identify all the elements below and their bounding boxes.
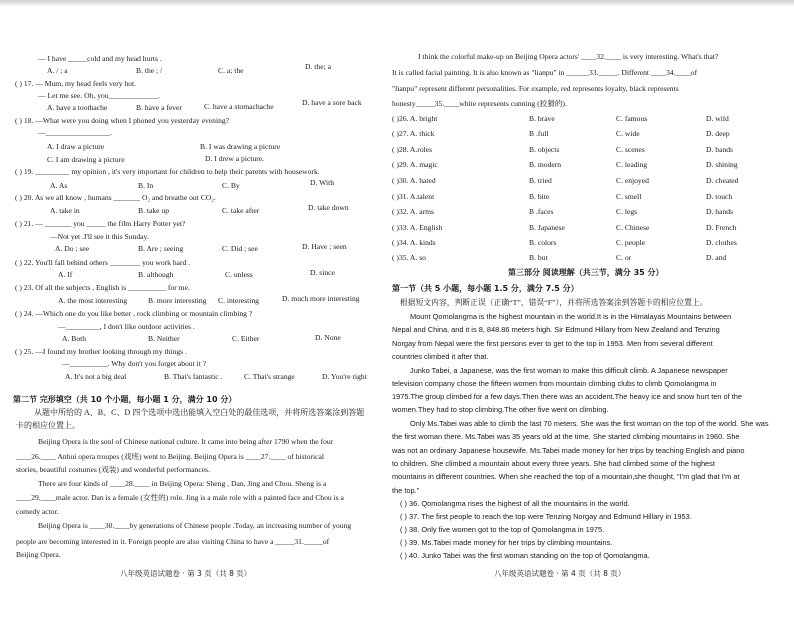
page-footer-3: 八年级英语试题卷 · 第 3 页（共 8 页） [120,569,252,578]
cloze-passage-line: "lianpu" represent different personalities. For example, red represents loyalty, black represents [392,84,679,93]
cloze-item-27-b: B .full [529,129,549,138]
q25-option-b: B. That's fantastic . [164,372,223,381]
q19-option-d: D. With [310,178,335,187]
cloze-item-34-b: B. colors [529,238,557,247]
cloze-item-30-d: D. cheated [706,176,739,185]
q20-option-c: C. take after [222,206,260,215]
q20-option-a: A. take in [50,206,80,215]
q18-option-c: C. I am drawing a picture [47,155,125,164]
q17-option-b: B. have a fever [136,103,182,112]
reading-line: mountains in different countries. When she reached the top of a mountain,she thought, "I'm glad that I'm at [392,472,740,481]
cloze-item-28-b: B. objects [529,145,560,154]
cloze-item-34-a: ( )34. A. kinds [392,238,436,247]
q23-stem: ( ) 23. Of all the subjects , English is __________ for me. [15,283,190,292]
q19-option-a: A. As [50,181,68,190]
q18-line2: —_________________. [38,128,113,137]
cloze-item-29-a: ( )29. A. magic [392,160,438,169]
q23-option-c: C. interesting [218,296,259,305]
cloze-passage-line: Beijing Opera is ____30.____by generations of Chinese people .Today, an increasing number of young [38,521,352,530]
reading-line: Junko Tabei, a Japanese, was the first woman to make this difficult climb. A Japanese newspaper [410,366,728,375]
tf-question-39: ( ) 39. Ms.Tabei made money for her trips by climbing mountains. [400,538,613,547]
q18-option-b: B. I was drawing a picture [200,142,281,151]
reading-line: was not an ordinary Japanese housewife. Ms.Tabei made money for her trips by teaching English and piano [392,446,745,455]
cloze-item-33-a: ( )33. A. English [392,223,443,232]
cloze-item-27-c: C. wide [616,129,640,138]
reading-line: to children. She climbed a mountain about every three years. She had climbed some of the highest [392,459,715,468]
reading-line: the top." [392,486,420,495]
cloze-item-34-d: D. clothes [706,238,737,247]
cloze-item-33-c: C. Chinese [616,223,650,232]
q22-option-b: B. although [138,270,174,279]
q20-option-b: B. take up [138,206,170,215]
q16-option-d: D. the; a [305,62,331,71]
q17-option-c: C. have a stomachache [204,102,274,111]
q18-option-a: A. I draw a picture [47,142,105,151]
cloze-passage-line: comedy actor. [16,507,59,516]
cloze-instruction-line1: 从题中所给的 A、B、C、D 四个选项中选出能填入空白处的最佳选项，并将所选答案涂到答题 [34,408,365,417]
q25-option-d: D. You're right [322,372,367,381]
q24-line2: —_________, I don't like outdoor activities . [58,322,195,331]
cloze-passage-line: I think the colorful make-up on Beijing Opera actors' ____32.____ is very interesting. What's that? [418,52,719,61]
q21-option-b: B. Are ; seeing [138,244,184,253]
q25-option-c: C. That's strange [244,372,295,381]
q24-option-b: B. Neither [148,334,180,343]
cloze-passage-line: There are four kinds of ____28.____ in Beijing Opera: Sheng , Dan, Jing and Chou. Sheng is a [38,479,327,488]
q16-option-a: A. / ; a [47,66,68,75]
reading-line: Norgay from Nepal were the first persons ever to get to the top in 1953. Men from several different [392,339,713,348]
q17-stem: ( ) 17. — Mum, my head feels very hot. [15,79,137,88]
reading-section1-header: 第一节（共 5 小题，每小题 1.5 分，满分 7.5 分） [392,284,579,293]
cloze-item-26-a: ( )26. A. bright [392,114,438,123]
q18-option-d: D. I drew a picture. [205,154,265,163]
cloze-item-28-c: C. scenes [616,145,645,154]
cloze-item-35-d: D. and [706,253,727,262]
cloze-item-32-c: C. legs [616,207,638,216]
reading-line: television company chose the fifteen women from mountain climbing clubs to climb Qomolangma in [392,379,717,388]
reading-instruction: 根据短文内容，判断正误（正确“T”，错误“F”），并将所选答案涂到答题卡的相应位置上。 [400,298,708,307]
cloze-passage-line: ____29.____male actor. Dan is a female (女性的) role. Jing is a male role with a painted face and Chou is a [16,493,344,502]
cloze-item-30-a: ( )30. A. hated [392,176,436,185]
cloze-item-32-b: B .faces [529,207,554,216]
reading-line: Mount Qomolangma is the highest mountain in the world.It is in the Himalayas Mountains between [410,312,732,321]
cloze-item-29-c: C. leading [616,160,648,169]
q23-option-a: A. the most interesting [58,296,128,305]
q24-option-d: D. None [315,333,341,342]
cloze-section-header: 第二节 完形填空（共 10 个小题，每小题 1 分，满分 10 分） [13,395,237,404]
cloze-passage-line: stories, beautiful costumes (戏装) and wonderful performances. [16,465,211,474]
q25-line2: —__________. Why don't you forget about it ? [62,359,207,368]
q20-stem: ( ) 20. As we all know , humans _______ O₂ and breathe out CO₂. [15,193,216,202]
cloze-item-28-a: ( )28. A.roles [392,145,433,154]
tf-question-38: ( ) 38. Only five women got to the top of Qomolangma in 1975. [400,525,605,534]
q16-option-b: B. the ; / [136,66,163,75]
cloze-item-30-b: B. tried [529,176,552,185]
cloze-passage-line: It is called facial painting. It is also known as "lianpu" in ______33._____. Different ____34.____of [392,68,698,77]
cloze-item-33-b: B. Japanese [529,223,565,232]
q16-stem: — I have _____cold and my head hurts . [38,54,162,63]
q24-stem: ( ) 24. —Which one do you like better , rock climbing or mountain climbing ? [15,309,253,318]
q22-option-c: C. unless [225,270,253,279]
cloze-item-32-d: D. hands [706,207,733,216]
cloze-item-29-d: D. shining [706,160,738,169]
scan-top-edge [0,0,794,7]
q20-option-d: D. take down [308,203,349,212]
cloze-passage-line: Beijing Opera. [16,550,61,559]
cloze-item-26-d: D. wild [706,114,729,123]
cloze-passage-line: honesty_____35.____white represents cunning (狡猾的). [392,99,567,108]
cloze-item-26-b: B. brave [529,114,555,123]
q24-option-a: A. Both [62,334,87,343]
cloze-item-31-b: B. bite [529,192,550,201]
q21-option-c: C. Did ; see [222,244,258,253]
cloze-item-31-d: D. touch [706,192,733,201]
q19-option-b: B. In [138,181,154,190]
q23-option-b: B. more interesting [148,296,207,305]
q22-stem: ( ) 22. You'll fall behind others ________ you work hard . [15,258,191,267]
reading-line: women.They had to stop climbing.The other five went on climbing. [392,405,609,414]
tf-question-37: ( ) 37. The first people to reach the top were Tenzing Norgay and Edmund Hillary in 1953. [400,512,692,521]
tf-question-36: ( ) 36. Qomolangma rises the highest of all the mountains in the world. [400,499,630,508]
q16-option-c: C. a; the [218,66,244,75]
cloze-item-26-c: C. famous [616,114,648,123]
cloze-passage-line: ____26.____ Anhui opera troupes (戏班) went to Beijing. Beijing Opera is ____27.____ of historical [16,452,324,461]
cloze-item-35-c: C. or [616,253,632,262]
reading-line: countries climbed it after that. [392,352,489,361]
q19-stem: ( ) 19. _________ my opinion , it's very important for children to help their parents with housework. [15,167,320,176]
q22-option-a: A. If [58,270,73,279]
cloze-item-34-c: C. people [616,238,646,247]
q17-option-a: A. have a toothache [47,103,108,112]
q23-option-d: D. much more interesting [282,294,360,303]
q18-stem: ( ) 18. —What were you doing when I phoned you yesterday evening? [15,116,230,125]
cloze-item-31-c: C. smell [616,192,642,201]
cloze-item-35-a: ( )35. A. so [392,253,426,262]
q17-option-d: D. have a sore back [302,98,362,107]
cloze-passage-line: people are becoming interested in it. Foreign people are also visiting China to have a _____31._____of [16,537,330,546]
q19-option-c: C. By [222,181,240,190]
reading-line: 1975.The group climbed for a few days.Then there was an accident.The heavy ice and snow hurt ten of the [392,392,743,401]
q17-line2: — Let me see. Oh, you_____________. [38,91,160,100]
q21-line2: —Not yet .I'll see it this Sunday. [50,232,149,241]
q21-stem: ( ) 21. — _______ you _____ the film Harry Potter yet? [15,219,186,228]
reading-line: Only Ms.Tabei was able to climb the last 70 meters. She was the first woman on the top of the world. She was [410,419,769,428]
q25-option-a: A. It's not a big deal [65,372,127,381]
cloze-item-27-d: D. deep [706,129,730,138]
cloze-passage-line: Beijing Opera is the soul of Chinese national culture. It came into being after 1790 when the four [38,437,334,446]
cloze-item-35-b: B. but [529,253,548,262]
cloze-item-32-a: ( )32. A. arms [392,207,434,216]
q21-option-d: D. Have ; seen [302,242,347,251]
page-footer-4: 八年级英语试题卷 · 第 4 页（共 8 页） [494,569,626,578]
q22-option-d: D. since [310,268,335,277]
q25-stem: ( ) 25. —I found my brother looking through my things . [15,347,187,356]
cloze-item-33-d: D. French [706,223,737,232]
q21-option-a: A. Do ; see [55,244,90,253]
reading-part-header: 第三部分 阅读理解（共三节，满分 35 分） [508,268,664,277]
cloze-item-28-d: D. bands [706,145,733,154]
cloze-instruction-line2: 卡的相应位置上。 [16,421,80,430]
reading-line: Nepal and China, and it is 8, 848.86 meters high. Sir Edmund Hillary from New Zealand and Tenzing [392,325,720,334]
reading-line: the first woman there. Ms.Tabei was 35 years old at the time. She started climbing mountains in 1960. She [392,432,740,441]
cloze-item-27-a: ( )27. A. thick [392,129,435,138]
cloze-item-29-b: B. modern [529,160,562,169]
tf-question-40: ( ) 40. Junko Tabei was the first woman standing on the top of Qomolangma. [400,551,650,560]
cloze-item-30-c: C. enjoyed [616,176,649,185]
q24-option-c: C. Either [232,334,260,343]
cloze-item-31-a: ( )31. A.talent [392,192,435,201]
